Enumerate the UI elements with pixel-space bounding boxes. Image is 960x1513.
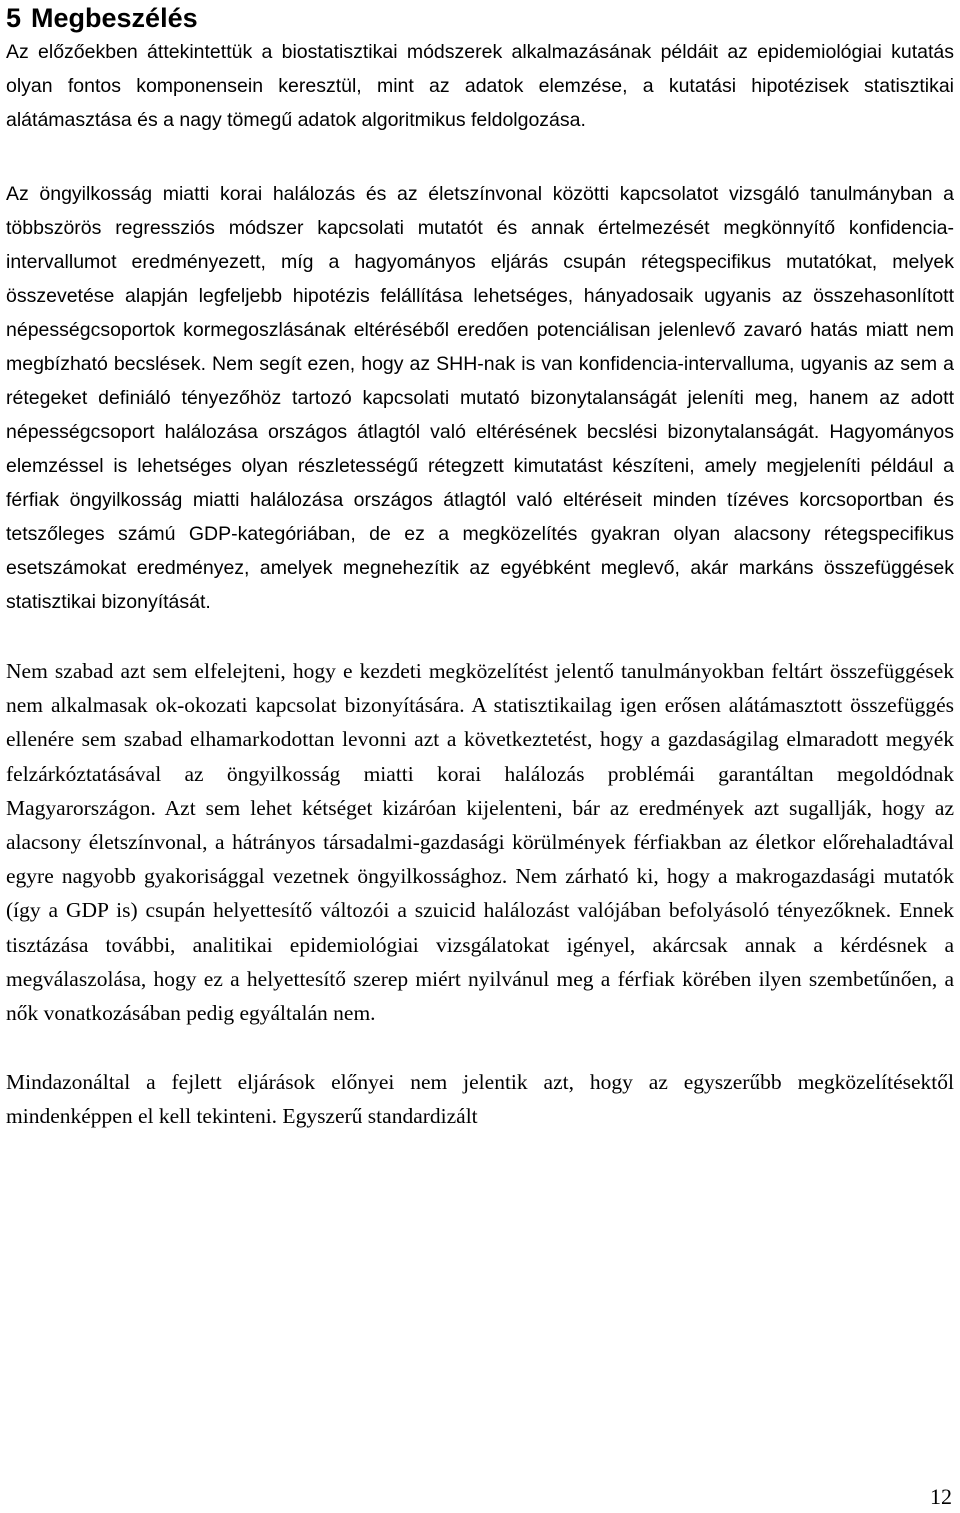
section-heading [6,0,954,34]
paragraph-intro: Az előzőekben áttekintettük a biostatisztikai módszerek alkalmazásának példáit az epidemiológiai kutatás olyan fontos komponensein keresztül, mint az adatok elemzése, a kutatási hipotézisek statisztikai alátámasztása és a nagy tömegű adatok algoritmikus feldolgozása. [6,41,954,131]
paragraph-regression-study: Az öngyilkosság miatti korai halálozás és az életszínvonal közötti kapcsolatot vizsgáló tanulmányban a többszörös regressziós módszer kapcsolati mutatót és annak értelmezését megkönnyítő konfidencia-intervallumot eredményezett, míg a hagyományos eljárás csupán rétegspecifikus mutatókat, melyek összevetése alapján legfeljebb hipotézis felállítása lehetséges, hányadosaik ugyanis az összehasonlított népességcsoportok kormegoszlásának eltéréséből eredően potenciálisan jelenlevő zavaró hatás miatt nem megbízható becslések. Nem segít ezen, hogy az SHH-nak is van konfidencia-intervalluma, ugyanis az sem a rétegeket definiáló tényezőhöz tartozó kapcsolati mutató bizonytalanságát jeleníti meg, hanem az adott népességcsoport halálozása országos átlagtól való eltérésének becslési bizonytalanságát. Hagyományos elemzéssel is lehetséges olyan részletességű rétegzett kimutatást készíteni, amely megjeleníti például a férfiak öngyilkosság miatti halálozása országos átlagtól való eltéréseit minden tízéves korcsoportban és tetszőleges számú GDP-kategóriában, de ez a megközelítés gyakran olyan alacsony rétegspecifikus esetszámokat eredményez, amelyek megnehezítik az egyébként meglevő, akár markáns összefüggések statisztikai bizonyítását. [6,183,954,613]
paragraph-causality: Nem szabad azt sem elfelejteni, hogy e kezdeti megközelítést jelentő tanulmányokban feltárt összefüggések nem alkalmasak ok-okozati kapcsolat bizonyítására. A statisztikailag igen erősen alátámasztott összefüggés ellenére sem szabad elhamarkodottan levonni azt a következtetést, hogy a gazdaságilag elmaradott megyék felzárkóztatásával az öngyilkosság miatti korai halálozás problémái garantáltan megoldódnak Magyarországon. Azt sem lehet kétséget kizáróan kijelenteni, bár az eredmények azt sugallják, hogy az alacsony életszínvonal, a hátrányos társadalmi-gazdasági körülmények férfiakban az életkor előrehaladtával egyre nagyobb gyakorisággal vezetnek öngyilkossághoz. Nem zárható ki, hogy a makrogazdasági mutatók (így a GDP is) csupán helyettesítő változói a szuicid halálozást valójában befolyásoló tényezőknek. Ennek tisztázása további, analitikai epidemiológiai vizsgálatokat igényel, akárcsak annak a kérdésnek a megválaszolása, hogy ez a helyettesítő szerep miért nyilvánul meg a férfiak körében ilyen szembetűnően, a nők vonatkozásában pedig egyáltalán nem. [6,659,954,1026]
section-number: 5 [6,3,22,33]
document-page [6,0,954,1134]
paragraph-conclusion: Mindazonáltal a fejlett eljárások előnyei nem jelentik azt, hogy az egyszerűbb megközelítésektől mindenképpen el kell tekinteni. Egyszerű standardizált [6,1070,954,1129]
page-number: 12 [930,1484,952,1509]
section-title: Megbeszélés [31,3,198,33]
